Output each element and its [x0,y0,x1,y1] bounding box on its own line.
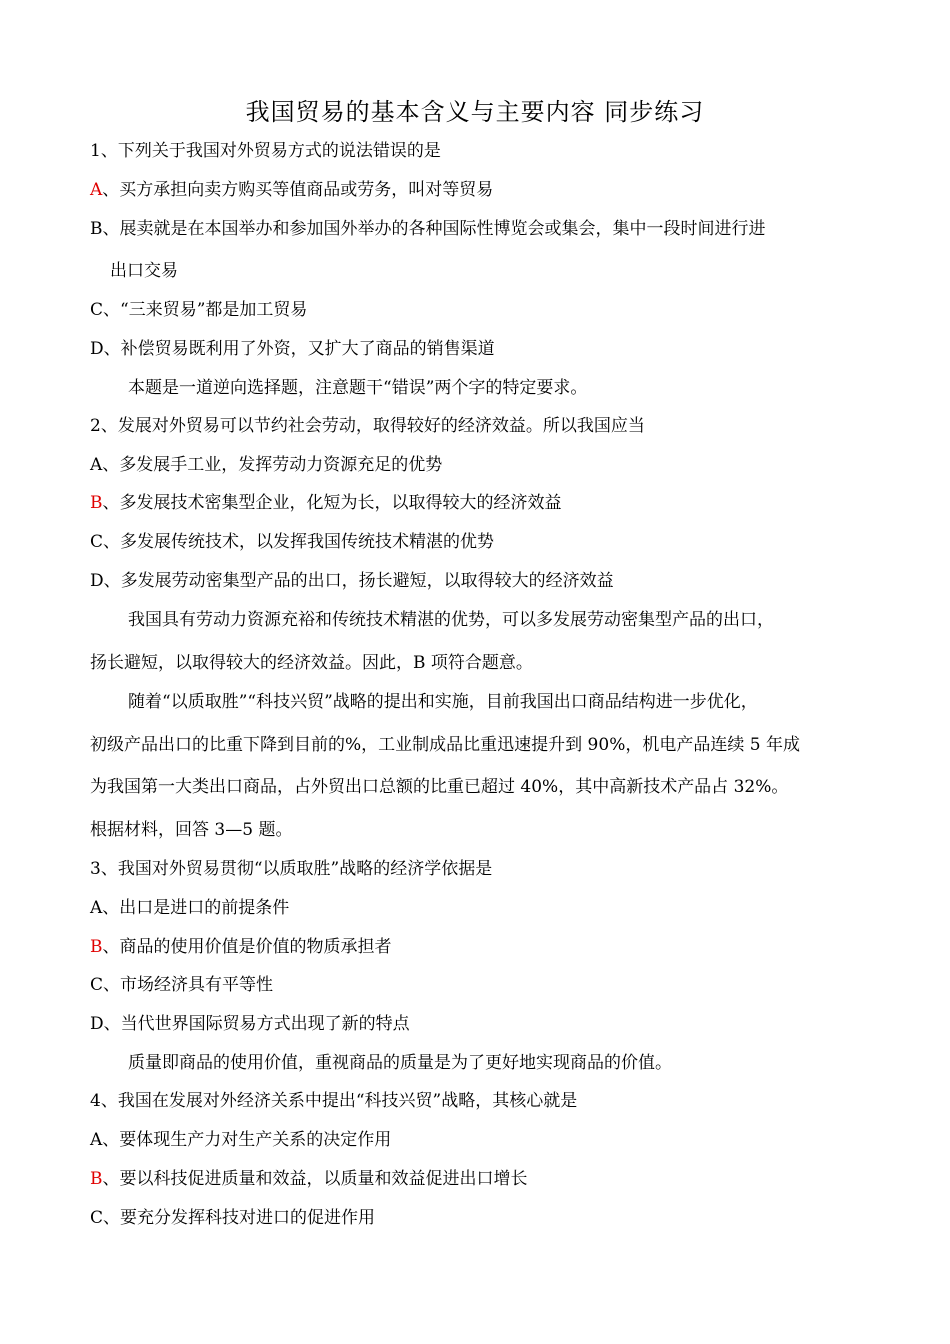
option-letter: D [90,339,104,359]
option-3d [90,1012,410,1036]
option-letter: A [90,898,103,918]
option-letter: C [90,975,104,995]
option-letter: A [90,455,103,475]
option-3a [90,896,289,920]
answer-marker: B [90,493,103,513]
material-text: 根据材料，回答 3—5 题。 [90,820,293,840]
explanation-1 [128,376,587,400]
question-text: 4、我国在发展对外经济关系中提出“科技兴贸”战略，其核心就是 [90,1091,578,1111]
question-3-stem [90,857,492,881]
option-text: 、“三来贸易”都是加工贸易 [103,300,308,320]
explanation-2 [128,608,774,632]
option-1b [90,217,766,241]
explanation-2-continued [90,651,533,675]
question-text: 1、下列关于我国对外贸易方式的说法错误的是 [90,141,441,161]
option-2d [90,569,614,593]
option-4b [90,1167,528,1191]
option-4c [90,1206,375,1230]
answer-marker: A [90,180,103,200]
option-letter: B [90,219,103,239]
option-letter: C [90,300,104,320]
question-text: 2、发展对外贸易可以节约社会劳动，取得较好的经济效益。所以我国应当 [90,416,645,436]
question-2-stem [90,414,645,438]
explanation-text: 扬长避短，以取得较大的经济效益。因此，B 项符合题意。 [90,653,533,673]
answer-marker: B [90,937,103,957]
question-text: 3、我国对外贸易贯彻“以质取胜”战略的经济学依据是 [90,859,493,879]
explanation-text: 本题是一道逆向选择题，注意题干“错误”两个字的特定要求。 [128,378,588,398]
material-paragraph-line-2 [90,733,800,757]
question-4-stem [90,1089,577,1113]
material-instruction [90,818,292,842]
option-text: 、市场经济具有平等性 [103,975,274,995]
option-letter: D [90,1014,104,1034]
option-1c [90,298,307,322]
option-text: 、商品的使用价值是价值的物质承担者 [102,937,392,957]
option-text: 、多发展技术密集型企业，化短为长，以取得较大的经济效益 [102,493,562,513]
option-text: 、展卖就是在本国举办和参加国外举办的各种国际性博览会或集会，集中一段时间进行进 [102,219,766,239]
material-text: 随着“以质取胜”“科技兴贸”战略的提出和实施，目前我国出口商品结构进一步优化， [128,692,758,712]
option-text: 、要体现生产力对生产关系的决定作用 [102,1130,392,1150]
option-3b [90,935,392,959]
option-2b [90,491,562,515]
option-text: 、多发展劳动密集型产品的出口，扬长避短，以取得较大的经济效益 [103,571,614,591]
option-text: 、补偿贸易既利用了外资，又扩大了商品的销售渠道 [103,339,495,359]
explanation-text: 质量即商品的使用价值，重视商品的质量是为了更好地实现商品的价值。 [128,1053,672,1073]
option-2a [90,453,442,477]
page-title: 我国贸易的基本含义与主要内容 同步练习 [245,98,705,126]
option-3c [90,973,273,997]
option-text: 、多发展手工业，发挥劳动力资源充足的优势 [102,455,443,475]
option-1d [90,337,495,361]
material-text: 为我国第一大类出口商品，占外贸出口总额的比重已超过 40%，其中高新技术产品占 32%。 [90,777,789,797]
option-letter: D [90,571,104,591]
option-letter: A [90,1130,103,1150]
option-text: 、要充分发挥科技对进口的促进作用 [103,1208,376,1228]
option-text: 、出口是进口的前提条件 [102,898,290,918]
material-paragraph [128,690,758,714]
option-4a [90,1128,391,1152]
material-text: 初级产品出口的比重下降到目前的%，工业制成品比重迅速提升到 90%，机电产品连续 5 年成 [90,735,800,755]
explanation-text: 我国具有劳动力资源充裕和传统技术精湛的优势，可以多发展劳动密集型产品的出口， [128,610,774,630]
option-text: 、买方承担向卖方购买等值商品或劳务，叫对等贸易 [102,180,494,200]
explanation-3 [128,1051,672,1075]
option-text: 、要以科技促进质量和效益，以质量和效益促进出口增长 [102,1169,528,1189]
option-1a [90,178,493,202]
question-1-stem [90,139,441,163]
material-paragraph-line-3 [90,775,788,799]
option-letter: C [90,532,104,552]
option-letter: C [90,1208,104,1228]
option-text: 、多发展传统技术，以发挥我国传统技术精湛的优势 [103,532,495,552]
option-text: 、当代世界国际贸易方式出现了新的特点 [103,1014,410,1034]
answer-marker: B [90,1169,103,1189]
option-text: 出口交易 [110,261,178,281]
option-1b-continued [110,259,178,283]
option-2c [90,530,494,554]
